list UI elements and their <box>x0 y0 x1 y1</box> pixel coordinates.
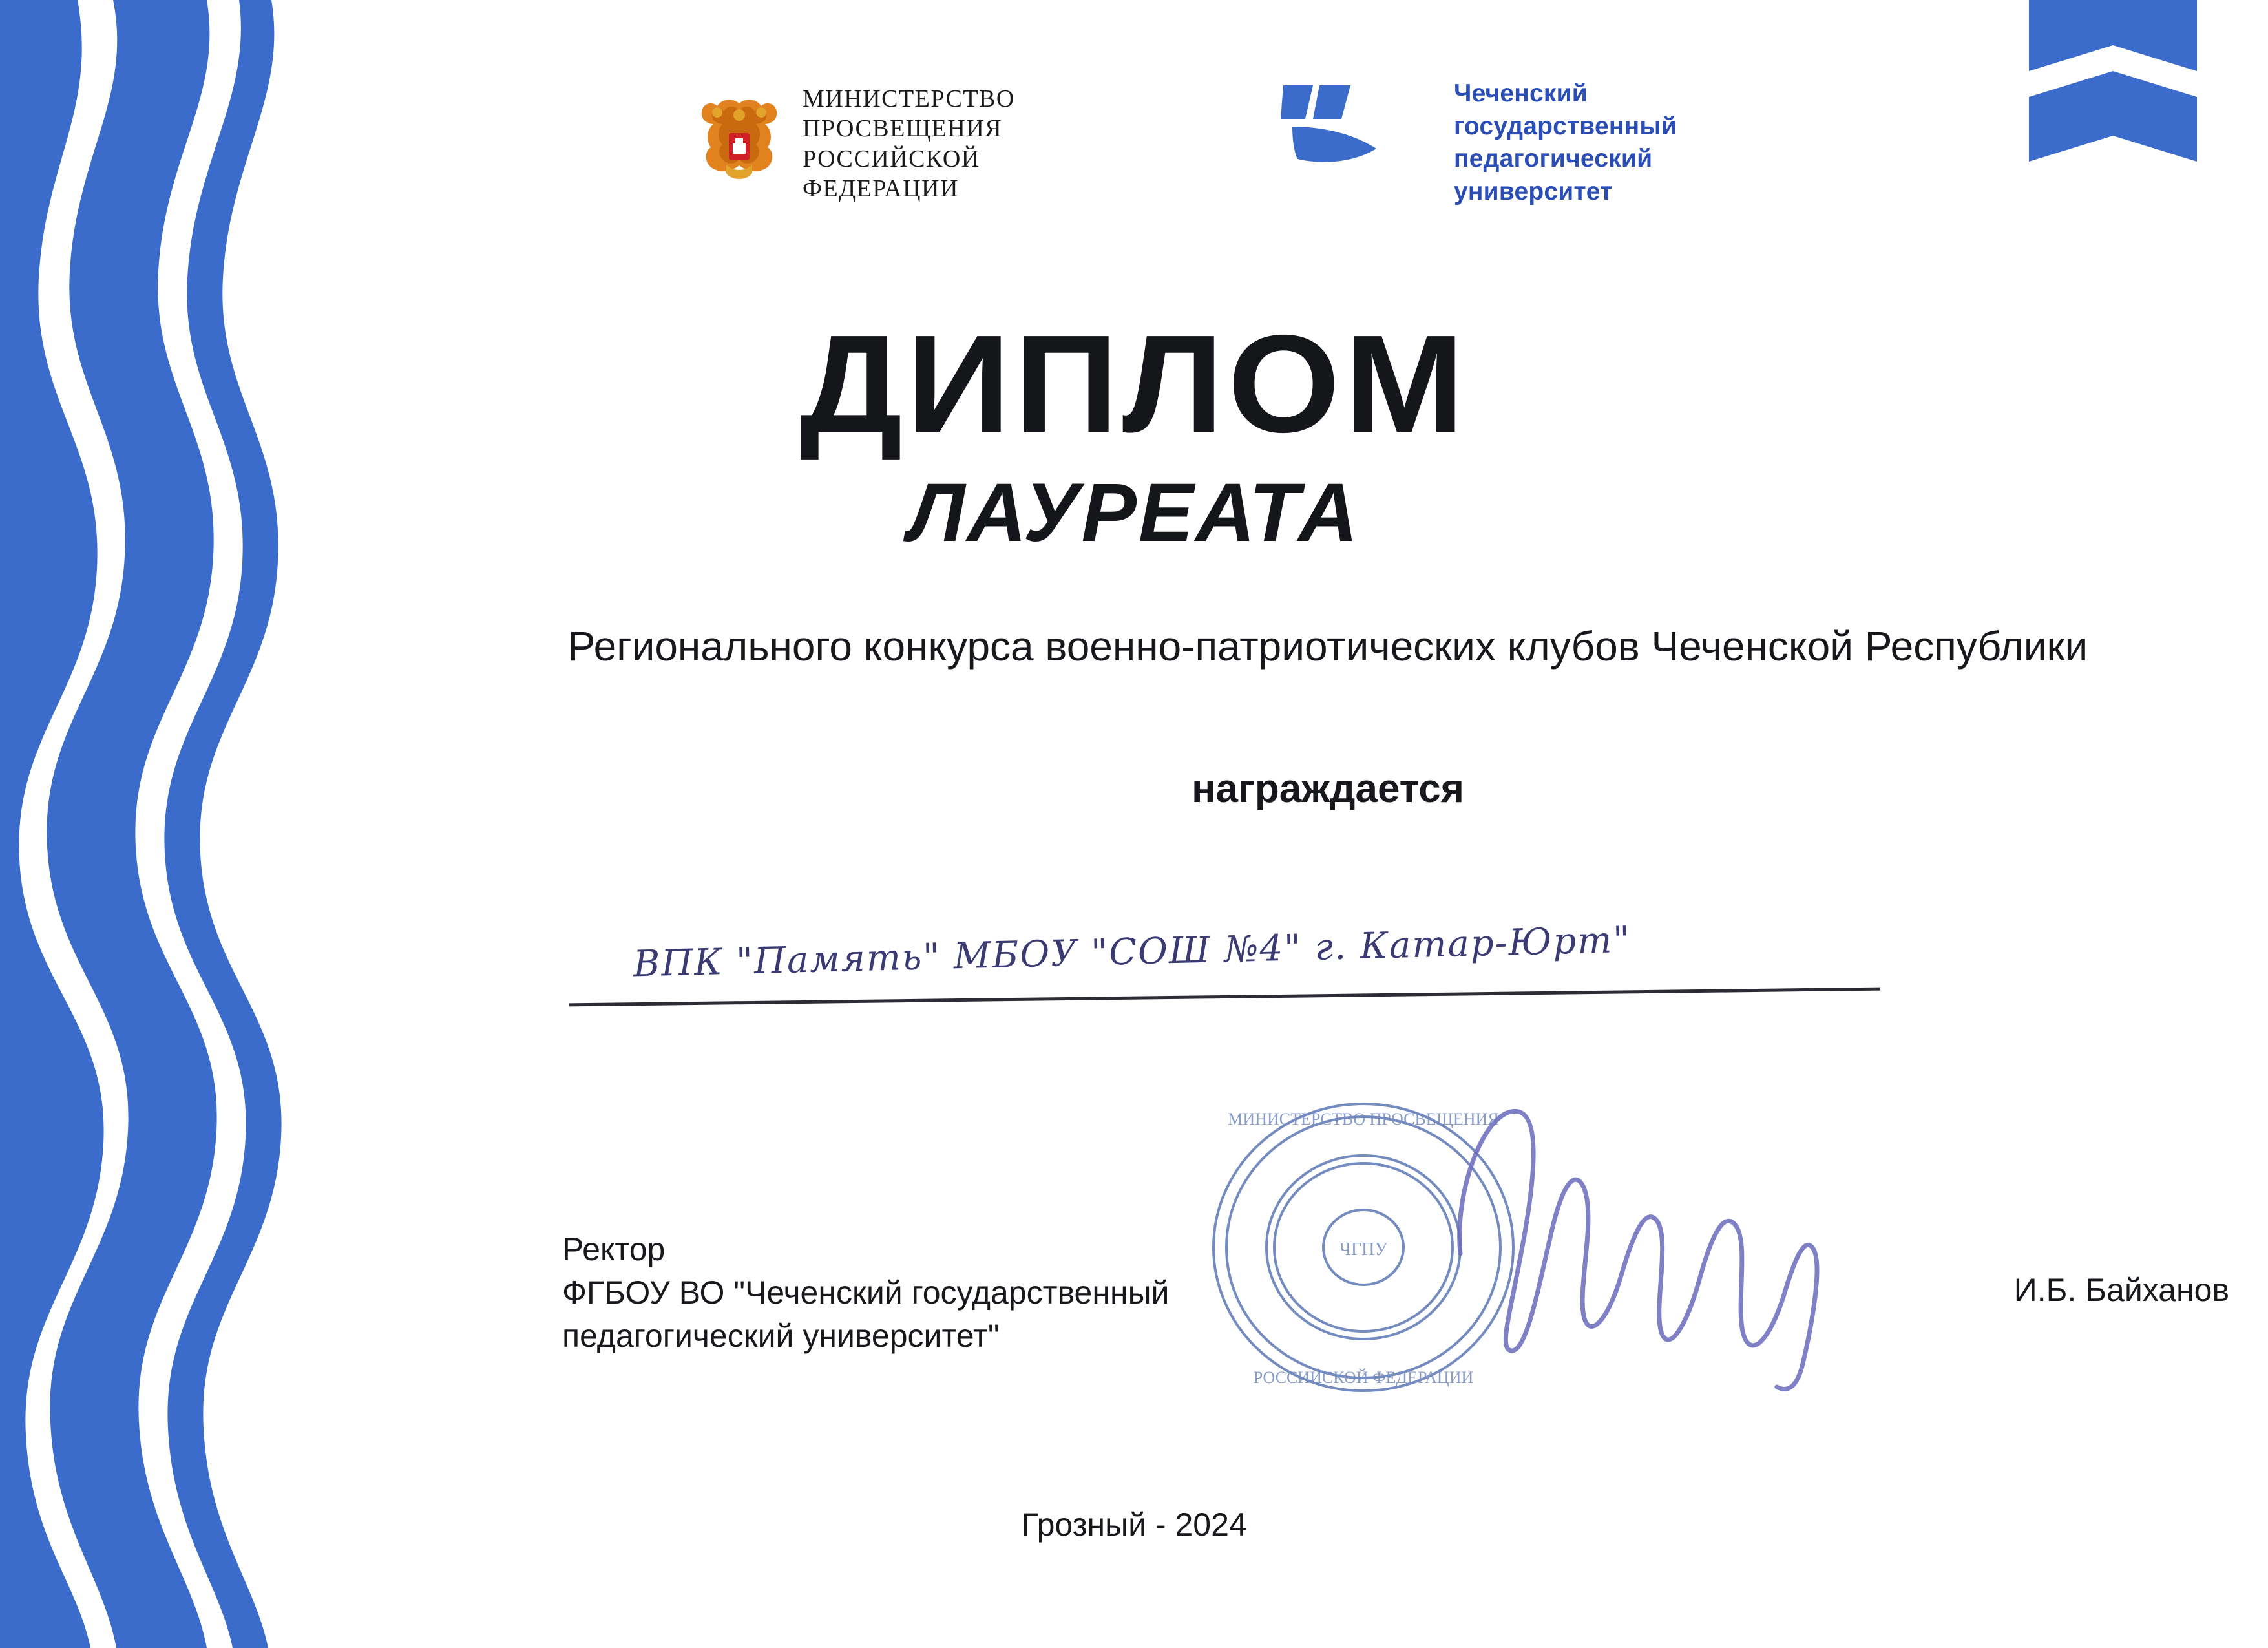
competition-name: Регионального конкурса военно-патриотических клубов Чеченской Республики <box>567 623 2088 670</box>
signer-role-line-2: ФГБОУ ВО "Чеченский государственный <box>562 1274 1170 1311</box>
page-subtitle-laureate: ЛАУРЕАТА <box>908 467 1360 559</box>
ministry-line-4: ФЕДЕРАЦИИ <box>803 175 959 203</box>
ministry-line-1: МИНИСТЕРСТВО <box>803 85 1015 112</box>
cspu-quote-mark-icon <box>1279 81 1428 178</box>
page-title: ДИПЛОМ <box>799 306 1469 461</box>
place-and-year: Грозный - 2024 <box>1021 1506 1247 1543</box>
recipient-rule-line <box>569 988 1880 1007</box>
ministry-text <box>803 84 1015 204</box>
university-line-3: педагогический <box>1454 145 1653 173</box>
handwritten-signature-icon <box>1415 1060 1880 1422</box>
signer-name: И.Б. Байханов <box>2013 1272 2229 1308</box>
recipient-handwritten-name: ВПК "Память" МБОУ "СОШ №4" г. Катар-Юрт" <box>633 918 1632 986</box>
russian-coat-of-arms-icon <box>698 96 781 193</box>
svg-text:ЧГПУ: ЧГПУ <box>1339 1240 1388 1260</box>
ministry-line-2: ПРОСВЕЩЕНИЯ <box>803 115 1003 143</box>
signer-role-block <box>562 1228 1169 1358</box>
document-header <box>698 79 1926 252</box>
university-line-4: университет <box>1454 178 1613 206</box>
university-line-2: государственный <box>1454 112 1677 140</box>
svg-text:РОССИЙСКОЙ ФЕДЕРАЦИИ: РОССИЙСКОЙ ФЕДЕРАЦИИ <box>1253 1368 1474 1387</box>
ministry-block <box>698 84 1015 204</box>
university-block <box>1279 78 1677 209</box>
ministry-line-3: РОССИЙСКОЙ <box>803 145 980 173</box>
svg-text:МИНИСТЕРСТВО ПРОСВЕЩЕНИЯ: МИНИСТЕРСТВО ПРОСВЕЩЕНИЯ <box>1228 1110 1499 1128</box>
university-text <box>1454 78 1677 209</box>
signer-role-line-3: педагогический университет" <box>562 1318 1000 1354</box>
blue-wave-ribbon-decoration-icon <box>0 0 556 1648</box>
university-line-1: Чеченский <box>1454 79 1588 107</box>
signer-role-line-1: Ректор <box>562 1231 666 1267</box>
blue-chevron-corner-decoration-icon <box>2029 0 2197 194</box>
awarded-label: награждается <box>1192 766 1464 811</box>
